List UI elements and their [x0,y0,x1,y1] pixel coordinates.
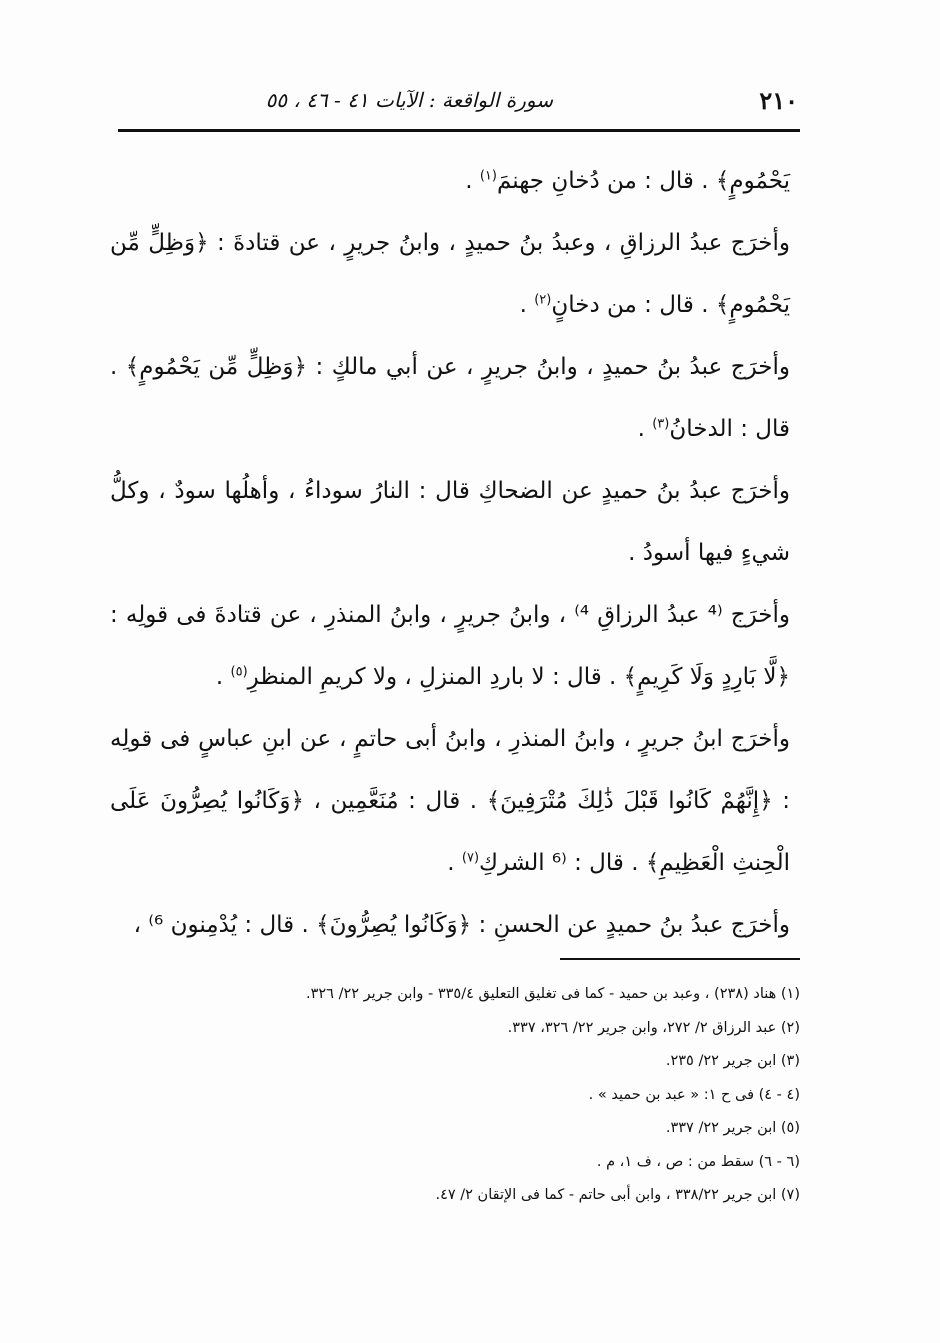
paragraph [110,584,790,708]
footnote: (٥) ابن جرير ٢٢/ ٣٣٧. [665,1120,800,1136]
paragraph [110,150,790,212]
paragraph [110,708,790,894]
paragraph [110,894,790,956]
footnote-mark: (٧) [461,850,480,866]
page-header [118,82,798,122]
footnote-mark: (٢) [534,292,552,308]
running-title: سورة الواقعة : الآيات ٤١ - ٤٦ ، ٥٥ [265,88,553,112]
paragraph-end: . [637,416,653,442]
paragraph-text: وأخرَج ابنُ جريرٍ ، وابنُ المنذرِ ، وابنُ أبى حاتمٍ ، عن ابنِ عباسٍ فى قولِه : ﴿إِنَّهُمْ كَانُوا قَبْلَ ذَٰلِكَ مُتْرَفِينَ﴾ . قال : مُنَعَّمِين ، ﴿وَكَانُوا يُصِرُّونَ عَلَى الْحِنثِ الْعَظِيمِ﴾ . قال : ⁽⁶ الشركِ [110,726,790,876]
main-text [110,150,790,956]
paragraph-text: وأخرَج ⁽⁴ عبدُ الرزاقِ ⁴⁾ ، وابنُ جريرٍ ، وابنُ المنذرِ ، عن قتادةَ فى قولِه : ﴿لَّا بَارِدٍ وَلَا كَرِيمٍ﴾ . قال : لا باردِ المنزلِ ، ولا كريمِ المنظرِ [110,602,790,690]
paragraph-text: يَحْمُومٍ﴾ . قال : من دُخانِ جهنمَ [496,168,790,194]
page-number: ٢١٠ [759,86,798,115]
paragraph-text: وأخرَج عبدُ الرزاقِ ، وعبدُ بنُ حميدٍ ، وابنُ جريرٍ ، عن قتادةَ : ﴿وَظِلٍّ مِّن يَحْمُومٍ﴾ . قال : من دخانٍ [110,230,790,318]
paragraph [110,212,790,336]
paragraph-text: وأخرَج عبدُ بنُ حميدٍ عن الضحاكِ قال : النارُ سوداءُ ، وأهلُها سودٌ ، وكلُّ شيءٍ فيها أسودُ . [110,478,790,566]
footnote-mark: (٣) [652,416,670,432]
footnotes [130,978,800,1213]
footnote: (٦ - ٦) سقط من : ص ، ف ١، م . [596,1153,800,1170]
footnote: (١) هناد (٢٣٨) ، وعبد بن حميد - كما فى تغليق التعليق ٣٣٥/٤ - وابن جرير ٢٢/ ٣٢٦. [306,986,800,1002]
paragraph [110,336,790,460]
paragraph-text: وأخرَج عبدُ بنُ حميدٍ ، وابنُ جريرٍ ، عن أبي مالكٍ : ﴿وَظِلٍّ مِّن يَحْمُومٍ﴾ . قال : الدخانُ [110,354,790,442]
footnote: (٤ - ٤) فى ح ١: « عبد بن حميد » . [588,1086,800,1103]
paragraph-end: . [215,664,231,690]
paragraph [110,460,790,584]
header-rule [118,129,800,132]
footnote-mark: (١) [479,168,497,184]
footnote-rule [560,958,800,960]
paragraph-text: وأخرَج عبدُ بنُ حميدٍ عن الحسنِ : ﴿وَكَانُوا يُصِرُّونَ﴾ . قال : يُدْمِنون ⁶⁾ ، [133,912,790,938]
footnote-mark: (٥) [230,664,248,680]
paragraph-end: . [519,292,535,318]
paragraph-end: . [447,850,462,876]
footnote: (٣) ابن جرير ٢٢/ ٢٣٥. [665,1053,800,1069]
footnote: (٢) عبد الرزاق ٢/ ٢٧٢، وابن جرير ٢٢/ ٣٢٦، ٣٣٧. [507,1019,800,1036]
paragraph-end: . [465,168,480,194]
footnote: (٧) ابن جرير ٣٣٨/٢٢ ، وابن أبى حاتم - كما فى الإتقان ٢/ ٤٧. [435,1187,800,1203]
